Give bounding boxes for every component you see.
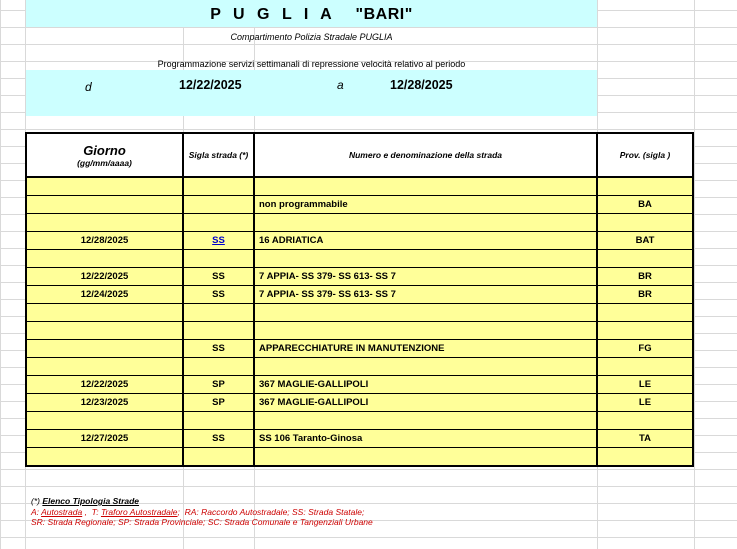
cell-strada-text: non programmabile [259,199,348,210]
cell-strada [255,268,598,285]
period-band [26,70,597,116]
table-row [27,196,692,214]
legend-star: (*) [31,496,40,506]
cell-giorno-text: 12/27/2025 [80,433,129,444]
cell-giorno [27,376,184,393]
period-description: Programmazione servizi settimanali di repressione velocità relativo al periodo [157,59,466,69]
legend-t-text: Traforo Autostradale [100,506,178,517]
table-row [27,322,692,340]
cell-sigla [184,358,255,375]
cell-strada-text: 7 APPIA- SS 379- SS 613- SS 7 [259,271,396,282]
cell-giorno [27,340,184,357]
cell-giorno-text: 12/28/2025 [80,235,129,246]
cell-prov-text: LE [638,397,652,408]
from-date[interactable]: 12/22/2025 [179,78,242,92]
cell-sigla [184,340,255,357]
table-row [27,340,692,358]
cell-prov [598,412,692,429]
cell-sigla [184,394,255,411]
cell-sigla-text[interactable]: SS [212,235,225,246]
cell-giorno [27,196,184,213]
cell-prov [598,448,692,465]
legend-a-code: A: [31,506,40,517]
cell-sigla [184,322,255,339]
header-prov: Prov. (sigla ) [619,150,671,160]
cell-prov-text: BR [638,289,652,300]
cell-giorno-text: 12/22/2025 [80,271,129,282]
cell-giorno [27,268,184,285]
gridline [694,0,695,549]
cell-giorno [27,394,184,411]
cell-prov [598,430,692,447]
cell-sigla [184,412,255,429]
cell-strada-text: 16 ADRIATICA [259,235,324,246]
cell-giorno [27,232,184,249]
cell-strada [255,232,598,249]
legend-line1: RA: Raccordo Autostradale; SS: Strada Statale; [184,506,365,517]
table-row [27,430,692,448]
table-row [27,376,692,394]
table-row [27,232,692,250]
cell-strada [255,358,598,375]
cell-giorno [27,214,184,231]
cell-strada [255,430,598,447]
legend-t-code: T: [91,506,99,517]
cell-strada [255,196,598,213]
cell-prov [598,394,692,411]
table-row [27,304,692,322]
cell-prov [598,250,692,267]
cell-strada-text: 367 MAGLIE-GALLIPOLI [259,397,369,408]
table-row [27,178,692,196]
cell-sigla-text: SP [212,379,225,390]
cell-prov [598,268,692,285]
table-row [27,250,692,268]
subtitle: Compartimento Polizia Stradale PUGLIA [230,32,393,42]
cell-giorno [27,412,184,429]
cell-sigla [184,448,255,465]
cell-strada [255,412,598,429]
cell-prov-text: BAT [635,235,655,246]
cell-prov-text: BA [638,199,652,210]
cell-sigla-text: SS [212,271,225,282]
cell-prov [598,214,692,231]
cell-prov [598,286,692,303]
cell-giorno-text: 12/22/2025 [80,379,129,390]
cell-sigla [184,268,255,285]
table-row [27,286,692,304]
cell-giorno [27,358,184,375]
page-title: P U G L I A "BARI" [210,6,413,23]
cell-prov [598,322,692,339]
cell-giorno [27,430,184,447]
cell-strada-text: APPARECCHIATURE IN MANUTENZIONE [259,343,445,354]
header-sigla: Sigla strada (*) [184,134,255,176]
cell-prov [598,358,692,375]
cell-strada [255,322,598,339]
cell-strada [255,448,598,465]
cell-prov [598,232,692,249]
header-strada: Numero e denominazione della strada [255,134,598,176]
from-label: d [85,80,92,94]
cell-prov-text: FG [638,343,652,354]
cell-giorno [27,322,184,339]
cell-giorno [27,304,184,321]
cell-strada [255,394,598,411]
cell-strada [255,214,598,231]
table-row [27,268,692,286]
table-header [27,134,692,178]
cell-strada-text: 7 APPIA- SS 379- SS 613- SS 7 [259,289,396,300]
cell-sigla-text: SS [212,433,225,444]
cell-sigla [184,376,255,393]
cell-sigla [184,178,255,195]
table-body [27,178,692,465]
legend-a-text: Autostrada [41,506,83,517]
cell-sigla [184,430,255,447]
header-giorno [27,134,184,176]
cell-prov [598,304,692,321]
cell-prov-text: BR [638,271,652,282]
cell-strada [255,304,598,321]
to-label: a [337,78,344,92]
cell-strada [255,340,598,357]
cell-sigla-text: SS [212,289,225,300]
cell-prov [598,376,692,393]
cell-giorno [27,250,184,267]
header-giorno-label: Giorno [83,142,126,158]
legend-title: Elenco Tipologia Strade [42,496,140,506]
to-date[interactable]: 12/28/2025 [390,78,453,92]
cell-prov-text: LE [638,379,652,390]
cell-strada-text: SS 106 Taranto-Ginosa [259,433,363,444]
table-row [27,214,692,232]
table-row [27,412,692,430]
cell-giorno [27,448,184,465]
cell-giorno-text: 12/23/2025 [80,397,129,408]
cell-strada [255,376,598,393]
table-row [27,448,692,465]
table-row [27,394,692,412]
schedule-table [25,132,694,467]
cell-sigla [184,250,255,267]
legend-line2: SR: Strada Regionale; SP: Strada Provinciale; SC: Strada Comunale e Tangenziali Urbane [31,517,373,527]
cell-strada-text: 367 MAGLIE-GALLIPOLI [259,379,369,390]
cell-prov [598,178,692,195]
cell-sigla [184,196,255,213]
cell-prov-text: TA [639,433,651,444]
cell-giorno [27,178,184,195]
legend: (*) Elenco Tipologia Strade A: Autostrada , T: Traforo Autostradale; RA: Raccordo Autostradale; SS: Strada Statale; SR: Strada Regionale; SP: Strada Provinciale; SC: Strada Comunale e Tangenziali Urbane [31,496,373,527]
cell-sigla [184,286,255,303]
cell-giorno [27,286,184,303]
header-giorno-format: (gg/mm/aaaa) [77,157,132,168]
cell-sigla [184,214,255,231]
cell-strada [255,250,598,267]
cell-prov [598,340,692,357]
cell-strada [255,178,598,195]
cell-sigla-text: SP [212,397,225,408]
cell-prov [598,196,692,213]
cell-sigla [184,232,255,249]
section-divider [25,465,694,467]
cell-strada [255,286,598,303]
cell-sigla [184,304,255,321]
cell-sigla-text: SS [212,343,225,354]
table-row [27,358,692,376]
cell-giorno-text: 12/24/2025 [80,289,129,300]
